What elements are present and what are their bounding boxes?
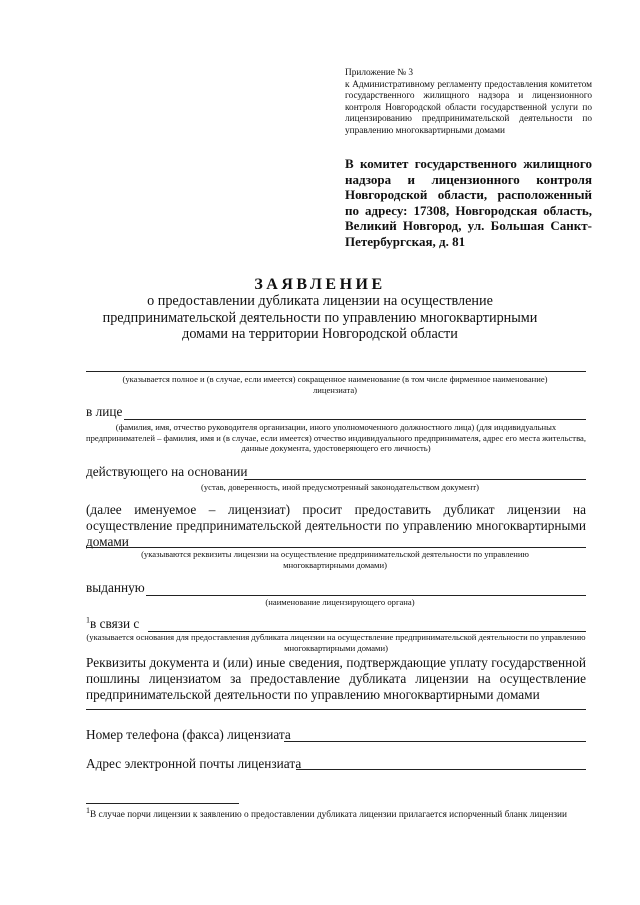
licensee-name-hint: (указывается полное и (в случае, если имеется) сокращенное наименование (в том числе фирменное наименование) лицензиата) xyxy=(122,374,548,395)
appendix-block xyxy=(345,68,592,138)
footnote xyxy=(86,805,586,822)
appendix-text: к Административному регламенту предоставления комитетом государственного жилищного надзора и лицензионного контроля Новгородской области государственной услуги по лицензированию предпринимательской деятельности по управлению многоквартирными домами xyxy=(345,79,592,136)
reason-label: в связи с xyxy=(90,616,140,631)
addressee-text: В комитет государственного жилищного надзора и лицензионного контроля Новгородской области, расположенный по адресу: xyxy=(345,156,592,218)
appendix-number: Приложение № 3 xyxy=(345,68,414,78)
license-details-hint: (указываются реквизиты лицензии на осуществление предпринимательской деятельности по управлению многоквартирными домами) xyxy=(141,549,529,570)
footnote-ref: 1 xyxy=(86,615,90,625)
license-details-line[interactable] xyxy=(86,547,586,548)
in-person-line[interactable] xyxy=(124,419,586,420)
reason-hint: (указывается основания для предоставления дубликата лицензии на осуществление предпринимательской деятельности по управлению многоквартирными домами) xyxy=(86,632,586,653)
acting-basis-line[interactable] xyxy=(244,479,586,480)
acting-basis-label: действующего на основании xyxy=(86,464,248,479)
addressee-block xyxy=(345,156,592,250)
person-hint: (фамилия, имя, отчество руководителя организации, иного уполномоченного должностного лица) (для индивидуальных предпринимателей – фамилия, имя и (в случае, если имеется) отчество индивидуального предпринимателя, адрес его места жительства, данные документа, удостоверяющего его личность) xyxy=(86,422,586,454)
footnote-text: В случае порчи лицензии к заявлению о предоставлении дубликата лицензии прилагается испорченный бланк лицензии xyxy=(90,810,568,820)
phone-label: Номер телефона (факса) лицензиата xyxy=(86,727,291,742)
payment-paragraph: Реквизиты документа и (или) иные сведения, подтверждающие уплату государственной пошлины лицензиатом за предоставление дубликата лицензии на осуществление предпринимательской деятельности по управлению многоквартирными домами xyxy=(86,655,586,702)
licensee-name-line[interactable] xyxy=(86,371,586,372)
email-line[interactable] xyxy=(296,769,586,770)
document-title: ЗАЯВЛЕНИЕ xyxy=(254,276,386,293)
payment-details-line[interactable] xyxy=(86,709,586,710)
phone-line[interactable] xyxy=(284,741,586,742)
request-paragraph: (далее именуемое – лицензиат) просит предоставить дубликат лицензии на осуществление предпринимательской деятельности по управлению многоквартирными домами xyxy=(86,502,586,549)
issued-line[interactable] xyxy=(146,595,586,596)
email-label: Адрес электронной почты лицензиата xyxy=(86,756,302,771)
addressee-address: 17308, Новгородская область, Великий Новгород, ул. Большая Санкт-Петербургская, д. 81 xyxy=(345,202,593,249)
in-person-label: в лице xyxy=(86,404,123,419)
issuer-hint: (наименование лицензирующего органа) xyxy=(265,597,415,607)
document-subtitle: о предоставлении дубликата лицензии на осуществление предпринимательской деятельности по управлению многоквартирными домами на территории Новгородской области xyxy=(102,293,538,343)
issued-label: выданную xyxy=(86,580,145,595)
footnote-separator xyxy=(86,803,239,804)
reason-label-wrap xyxy=(86,616,139,632)
basis-hint: (устав, доверенность, иной предусмотренный законодательством документ) xyxy=(200,482,480,492)
footnote-number: 1 xyxy=(86,805,90,815)
